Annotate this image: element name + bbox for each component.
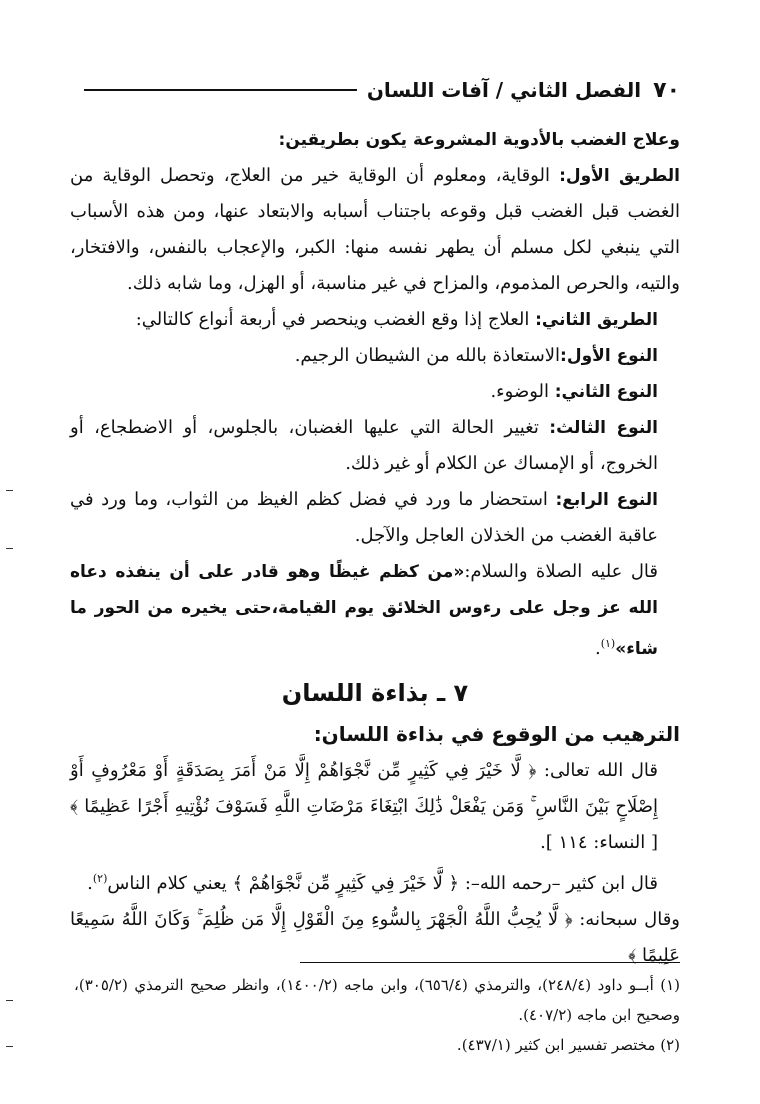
footnotes <box>74 970 680 1060</box>
type3-label: النوع الثالث: <box>549 418 658 438</box>
subsection-title: الترهيب من الوقوع في بذاءة اللسان: <box>313 722 680 746</box>
scan-edge-mark <box>6 490 13 491</box>
way2-paragraph <box>70 302 680 338</box>
section-title: ٧ ـ بذاءة اللسان <box>281 679 469 707</box>
ibn-kathir-intro: قال ابن كثير –رحمه الله–: <box>459 873 658 894</box>
way1-paragraph <box>70 158 680 302</box>
verse1-text: ﴿ لَّا خَيْرَ فِي كَثِيرٍ مِّن نَّجْوَاهُمْ إِلَّا مَنْ أَمَرَ بِصَدَقَةٍ أَوْ مَعْرُوفٍ أَوْ إِصْلَاحٍ بَيْنَ النَّاسِ ۚ وَمَن يَفْعَلْ ذَٰلِكَ ابْتِغَاءَ مَرْضَاتِ اللَّهِ فَسَوْفَ نُؤْتِيهِ أَجْرًا عَظِيمًا ﴾ <box>70 760 658 817</box>
scan-edge-mark <box>6 1000 13 1001</box>
hadith-paragraph: قال عليه الصلاة والسلام:«من كظم غيظًا وهو قادر على أن ينفذه دعاه الله عز وجل على رءوس الخلائق يوم القيامة،حتى يخيره من الحور ما شاء»$^{(١)}$. <box>70 561 658 659</box>
type4-label: النوع الرابع: <box>555 490 659 510</box>
type3-text: تغيير الحالة التي عليها الغضبان، بالجلوس، أو الاضطجاع، أو الخروج، أو الإمساك عن الكلام أو غير ذلك. <box>70 417 658 474</box>
running-header <box>70 68 680 112</box>
type2-text: الوضوء. <box>490 381 555 402</box>
header-rule <box>84 89 357 91</box>
verse2-intro: وقال سبحانه: <box>572 909 680 930</box>
type4-text: استحضار ما ورد في فضل كظم الغيظ من الثواب، وما ورد في عاقبة الغضب من الخذلان العاجل والآجل. <box>70 489 658 546</box>
way1-label: الطريق الأول: <box>559 166 681 186</box>
footnote-1: (١) أبــو داود (٢٤٨/٤)، والترمذي (٦٥٦/٤)، وابن ماجه (١٤٠٠/٢)، وانظر صحيح الترمذي (٣٠٥/٢)، وصحيح ابن ماجه (٤٠٧/٢). <box>74 976 680 1024</box>
ibn-kathir-text: يعني كلام الناس <box>107 873 233 894</box>
type1-label: النوع الأول: <box>560 346 658 366</box>
verse1-paragraph <box>70 753 680 861</box>
footnote-2: (٢) مختصر تفسير ابن كثير (٤٣٧/١). <box>456 1036 680 1054</box>
ibn-kathir-verse: ﴿ لَّا خَيْرَ فِي كَثِيرٍ مِّن نَّجْوَاهُمْ ﴾ <box>232 873 460 894</box>
type2-paragraph <box>70 374 680 410</box>
way1-text: الوقاية، ومعلوم أن الوقاية خير من العلاج، وتحصل الوقاية من الغضب قبل الغضب قبل وقوعه باجتناب أسبابه والابتعاد عنها، ومن هذه الأسباب التي ينبغي لكل مسلم أن يطهر نفسه منها: الكبر، والإعجاب بالنفس، والافتخار، والتيه، والحرص المذموم، والمزاح في غير مناسبة، أو الهزل، وما شابه ذلك. <box>70 165 680 294</box>
chapter-title: الفصل الثاني / آفات اللسان <box>366 78 642 102</box>
verse1-intro: قال الله تعالى: <box>536 760 658 781</box>
type1-text: الاستعاذة بالله من الشيطان الرجيم. <box>294 345 561 366</box>
intro-paragraph: وعلاج الغضب بالأدوية المشروعة يكون بطريقين: <box>278 130 680 150</box>
hadith-text: «من كظم غيظًا وهو قادر على أن ينفذه دعاه الله عز وجل على رءوس الخلائق يوم القيامة،حتى يخيره من الحور ما شاء» <box>70 562 658 659</box>
ibn-kathir-paragraph: قال ابن كثير –رحمه الله–: ﴿ لَّا خَيْرَ فِي كَثِيرٍ مِّن نَّجْوَاهُمْ ﴾ يعني كلام الناس$^{(٢)}$. <box>87 872 658 894</box>
way2-label: الطريق الثاني: <box>535 310 658 330</box>
verse2-text: ﴿ لَّا يُحِبُّ اللَّهُ الْجَهْرَ بِالسُّوءِ مِنَ الْقَوْلِ إِلَّا مَن ظُلِمَ ۚ وَكَانَ اللَّهُ سَمِيعًا عَلِيمًا ﴾ <box>70 909 680 966</box>
type1-paragraph <box>70 338 680 374</box>
type4-paragraph <box>70 482 680 554</box>
type2-label: النوع الثاني: <box>554 382 658 402</box>
page-number: ٧٠ <box>653 77 680 103</box>
hadith-intro: قال عليه الصلاة والسلام: <box>464 561 658 582</box>
scan-edge-mark <box>6 1046 13 1047</box>
scan-edge-mark <box>6 548 13 549</box>
type3-paragraph <box>70 410 680 482</box>
ibn-kathir-footnote-ref: (٢) <box>92 872 108 885</box>
verse2-paragraph <box>70 902 680 974</box>
way2-text: العلاج إذا وقع الغضب وينحصر في أربعة أنواع كالتالي: <box>135 309 536 330</box>
footnote-rule <box>300 962 680 963</box>
hadith-footnote-ref: (١) <box>600 637 616 650</box>
verse1-reference: [ النساء: ١١٤ ]. <box>540 832 658 853</box>
page-content <box>70 68 680 974</box>
